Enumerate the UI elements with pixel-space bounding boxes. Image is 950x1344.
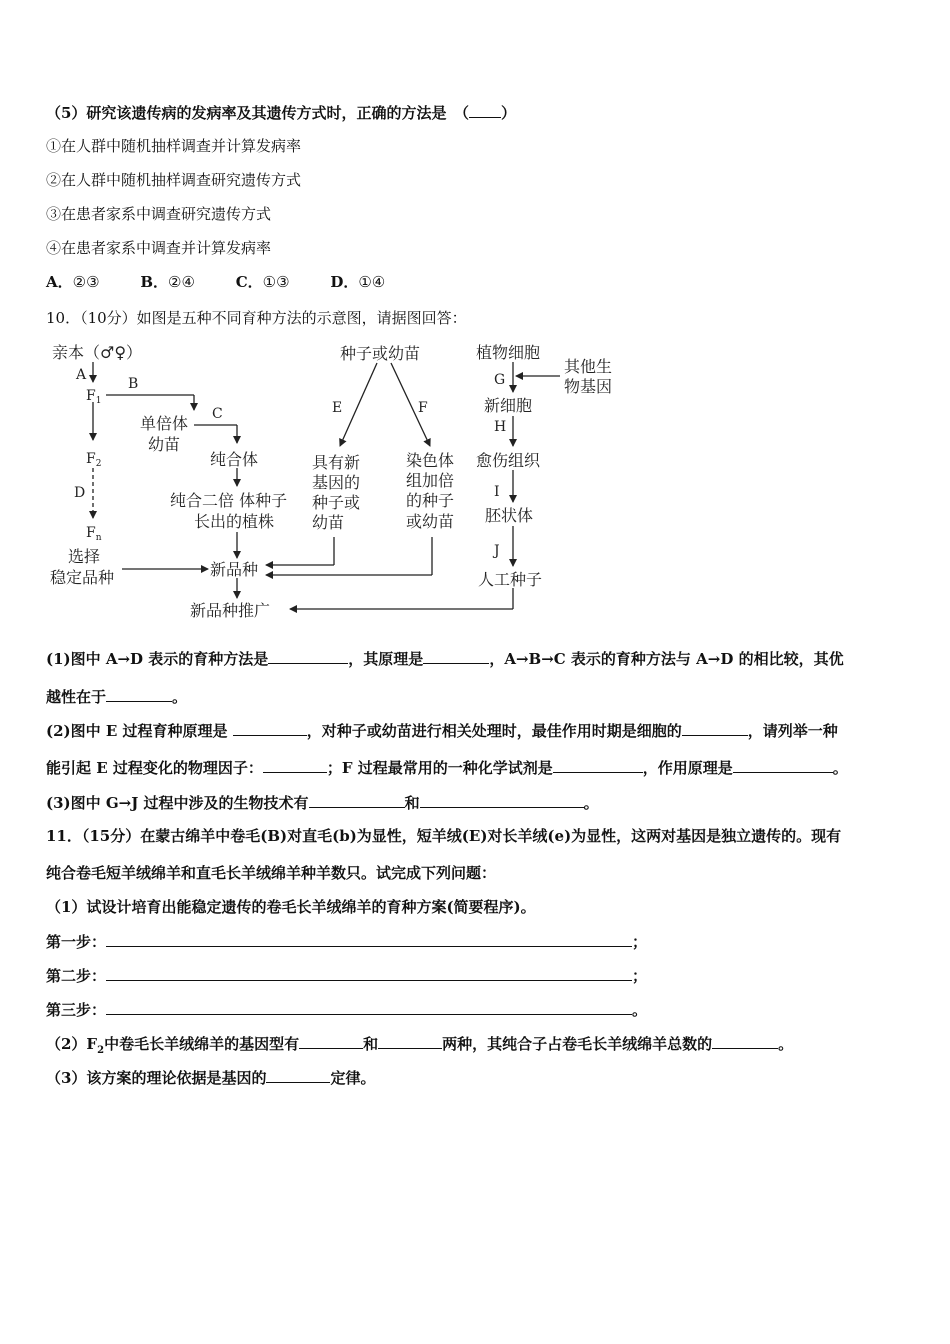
newgene-line3: 种子或 [312, 493, 361, 512]
q9-options [46, 272, 421, 292]
q10-part1-line2: 越性在于 。 [46, 688, 188, 706]
answer-blank[interactable] [309, 792, 405, 808]
answer-blank[interactable] [423, 648, 489, 664]
callus-label: 愈伤组织 [476, 451, 541, 470]
option-c[interactable]: C．①③ [235, 273, 290, 291]
label-g: G [494, 372, 506, 388]
answer-blank[interactable] [263, 757, 327, 773]
select-line2: 稳定品种 [50, 568, 115, 587]
label-h: H [494, 419, 507, 435]
label-j: J [494, 543, 500, 559]
option-d[interactable]: D．①④ [330, 273, 386, 291]
other-line1: 其他生 [564, 357, 613, 376]
answer-blank[interactable] [299, 1033, 363, 1049]
answer-blank[interactable] [712, 1033, 778, 1049]
diploid-line2: 长出的植株 [194, 512, 275, 531]
parent-label: 亲本（♂♀） [52, 343, 143, 362]
f2-label: $F_2$ [86, 451, 102, 469]
newgene-line1: 具有新 [312, 453, 361, 472]
answer-blank[interactable] [682, 720, 748, 736]
fn-label: $F_n$ [86, 525, 102, 543]
promote-label: 新品种推广 [190, 601, 271, 620]
f1-label: $F_1$ [86, 388, 102, 406]
newgene-line4: 幼苗 [312, 513, 345, 532]
q10-part3: (3)图中 G→J 过程中涉及的生物技术有 和 。 [46, 794, 599, 812]
haploid-line2: 幼苗 [148, 435, 181, 454]
q9-item-3: ③在患者家系中调查研究遗传方式 [46, 205, 272, 223]
q9-part5-close: ） [500, 104, 516, 122]
answer-blank[interactable] [420, 792, 584, 808]
answer-blank[interactable] [266, 1067, 330, 1083]
embryoid-label: 胚状体 [485, 506, 534, 525]
q11-header-line1: 11．（15分）在蒙古绵羊中卷毛(B)对直毛(b)为显性，短羊绒(E)对长羊绒(e)为显性，这两对基因是独立遗传的。现有 [46, 827, 842, 845]
chrom-line3: 的种子 [406, 491, 455, 510]
q11-part2: $(2)F_2$中卷毛长羊绒绵羊的基因型有 和 两种，其纯合子占卷毛长羊绒绵羊总数的 。 [46, 1035, 794, 1056]
answer-blank[interactable] [106, 931, 632, 947]
answer-blank[interactable] [106, 686, 172, 702]
q9-item-1: ①在人群中随机抽样调查并计算发病率 [46, 137, 302, 155]
label-i: I [494, 484, 500, 500]
new-variety-label: 新品种 [210, 560, 259, 579]
q10-part2-line2: 能引起 E 过程变化的物理因子： ；F 过程最常用的一种化学试剂是 ，作用原理是 。 [46, 759, 848, 777]
label-f: F [418, 400, 428, 416]
select-line1: 选择 [68, 547, 101, 566]
q11-part3: （3）该方案的理论依据是基因的 定律。 [46, 1069, 376, 1087]
q9-part5-stem [46, 102, 516, 123]
answer-blank[interactable] [378, 1033, 442, 1049]
answer-blank[interactable] [553, 757, 643, 773]
other-line2: 物基因 [564, 377, 613, 396]
label-e: E [332, 400, 343, 416]
chrom-line4: 或幼苗 [406, 512, 455, 531]
pure-label: 纯合体 [210, 450, 259, 469]
haploid-line1: 单倍体 [140, 414, 189, 433]
chrom-line2: 组加倍 [406, 471, 455, 490]
answer-blank[interactable] [469, 102, 501, 118]
answer-blank[interactable] [106, 999, 632, 1015]
seed-top-label: 种子或幼苗 [340, 344, 421, 363]
diploid-line1: 纯合二倍 体种子 [170, 491, 288, 510]
new-cell-label: 新细胞 [484, 396, 533, 415]
q11-part1: （1）试设计培育出能稳定遗传的卷毛长羊绒绵羊的育种方案(简要程序)。 [46, 898, 536, 916]
q10-part1-line1: (1)图中 A→D 表示的育种方法是 ，其原理是 ，A→B→C 表示的育种方法与 A→D 的相比较，其优 [46, 650, 844, 668]
option-a[interactable]: A．②③ [46, 273, 100, 291]
label-a: A [76, 367, 87, 383]
answer-blank[interactable] [268, 648, 348, 664]
q9-part5-text: （5）研究该遗传病的发病率及其遗传方式时，正确的方法是 （ [46, 104, 469, 122]
q9-item-4: ④在患者家系中调查并计算发病率 [46, 239, 272, 257]
label-b: B [128, 376, 139, 392]
artificial-seed-label: 人工种子 [478, 570, 543, 589]
label-c: C [212, 406, 223, 422]
q10-header: 10．（10分）如图是五种不同育种方法的示意图，请据图回答： [46, 309, 467, 327]
q11-step3: 第三步： 。 [46, 1001, 648, 1019]
answer-blank[interactable] [733, 757, 833, 773]
q11-header-line2: 纯合卷毛短羊绒绵羊和直毛长羊绒绵羊种羊数只。试完成下列问题： [46, 864, 497, 882]
q11-step1: 第一步： ； [46, 933, 648, 951]
chrom-line1: 染色体 [406, 451, 455, 470]
q11-step2: 第二步： ； [46, 967, 648, 985]
q10-part2-line1: (2)图中 E 过程育种原理是 ，对种子或幼苗进行相关处理时，最佳作用时期是细胞的 ，请列举一种 [46, 722, 838, 740]
option-b[interactable]: B．②④ [140, 273, 195, 291]
newgene-line2: 基因的 [312, 473, 361, 492]
arrow-e [340, 363, 377, 446]
plant-cell-label: 植物细胞 [476, 343, 541, 362]
answer-blank[interactable] [106, 965, 632, 981]
answer-blank[interactable] [233, 720, 307, 736]
q9-item-2: ②在人群中随机抽样调查研究遗传方式 [46, 171, 302, 189]
label-d: D [74, 485, 86, 501]
breeding-diagram [44, 340, 644, 625]
